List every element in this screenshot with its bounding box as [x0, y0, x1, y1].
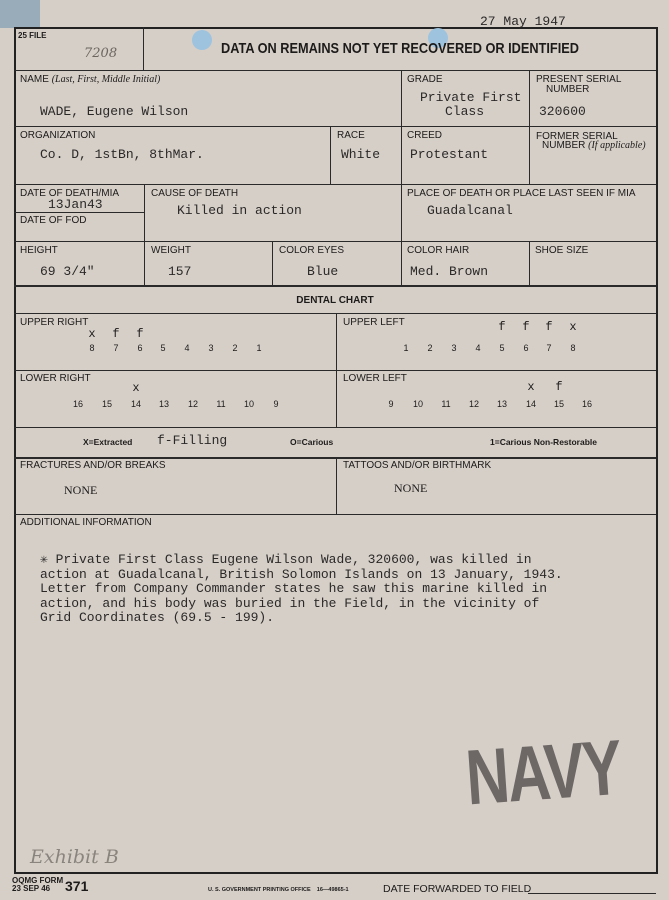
tooth-number: 4: [475, 343, 481, 353]
tooth-number: 13: [158, 399, 169, 409]
weight-label: WEIGHT: [151, 245, 191, 256]
document-date: 27 May 1947: [480, 14, 566, 29]
grade-label: GRADE: [407, 74, 443, 85]
fractures-value: NONE: [64, 483, 98, 497]
upper-right-label: UPPER RIGHT: [20, 317, 89, 328]
present-serial-label: PRESENT SERIAL: [536, 74, 622, 85]
grade-value: Private First: [420, 90, 522, 105]
tooth-number: 1: [256, 343, 262, 353]
tooth-mark: f: [545, 320, 553, 334]
cause-label: CAUSE OF DEATH: [151, 188, 239, 199]
tooth-number: 6: [137, 343, 143, 353]
tooth-number: 6: [523, 343, 529, 353]
date-forwarded-label: DATE FORWARDED TO FIELD: [383, 883, 532, 895]
tooth-number: 13: [496, 399, 507, 409]
tooth-number: 5: [499, 343, 505, 353]
form-id: [12, 877, 63, 893]
creed-label: CREED: [407, 130, 443, 141]
present-serial-label-line2: NUMBER: [546, 84, 590, 95]
legend-filling: f-Filling: [157, 433, 228, 448]
shoe-label: SHOE SIZE: [535, 245, 589, 256]
tooth-mark: f: [112, 327, 120, 341]
divider: [401, 70, 402, 241]
former-serial-hint: (If applicable): [588, 140, 646, 151]
lower-left-label: LOWER LEFT: [343, 373, 407, 384]
height-label: HEIGHT: [20, 245, 58, 256]
tooth-number: 2: [427, 343, 433, 353]
divider: [14, 427, 656, 428]
tooth-number: 2: [232, 343, 238, 353]
tooth-mark: f: [498, 320, 506, 334]
name-label-hint: (Last, First, Middle Initial): [51, 74, 161, 85]
weight-value: 157: [168, 264, 192, 279]
divider: [14, 126, 656, 127]
creed-value: Protestant: [410, 147, 489, 162]
name-label-text: NAME: [20, 74, 49, 85]
divider: [14, 285, 656, 287]
tooth-number: 3: [451, 343, 457, 353]
tooth-mark: x: [569, 320, 577, 334]
tooth-number: 5: [160, 343, 166, 353]
eyes-label: COLOR EYES: [279, 245, 345, 256]
tooth-number: 11: [441, 399, 451, 409]
divider: [401, 241, 402, 285]
date-forwarded-line: [528, 893, 656, 894]
tooth-mark: x: [527, 380, 535, 394]
divider: [14, 212, 144, 213]
organization-label: ORGANIZATION: [20, 130, 96, 141]
tooth-number: 10: [243, 399, 254, 409]
divider: [14, 241, 656, 242]
place-label: PLACE OF DEATH OR PLACE LAST SEEN IF MIA: [407, 188, 636, 199]
divider: [336, 457, 337, 514]
hair-label: COLOR HAIR: [407, 245, 470, 256]
tooth-mark: f: [522, 320, 530, 334]
eyes-value: Blue: [307, 264, 339, 279]
tooth-number: 14: [525, 399, 536, 409]
legend-carious: O=Carious: [290, 437, 334, 447]
tooth-number: 3: [208, 343, 214, 353]
divider: [144, 184, 145, 285]
divider: [529, 70, 530, 184]
race-value: White: [341, 147, 381, 162]
file-label: 25 FILE: [18, 31, 47, 40]
paper-corner-tab: [0, 0, 40, 28]
tooth-number: 9: [273, 399, 279, 409]
divider: [14, 514, 656, 515]
height-value: 69 3/4": [40, 264, 95, 279]
tooth-number: 12: [468, 399, 479, 409]
hair-value: Med. Brown: [410, 264, 489, 279]
date-of-death-label: DATE OF DEATH/MIA: [20, 188, 120, 199]
tooth-number: 4: [184, 343, 190, 353]
additional-info-text: ✳ Private First Class Eugene Wilson Wade, 320600, was killed in action at Guadalcanal, British Solomon Islands on 13 January, 1943. Letter from Company Commander states he saw this marine killed in action, and his body was buried in the Field, in the vicinity of Grid Coordinates (69.5 - 199).: [40, 552, 563, 625]
tooth-number: 10: [412, 399, 423, 409]
tooth-number: 1: [403, 343, 409, 353]
tattoos-label: TATTOOS AND/OR BIRTHMARK: [343, 460, 492, 471]
divider: [14, 313, 656, 314]
tooth-number: 14: [130, 399, 141, 409]
tooth-mark: x: [132, 381, 140, 395]
form-id-line1: OQMG FORM: [12, 876, 64, 885]
additional-info-label: ADDITIONAL INFORMATION: [20, 517, 152, 528]
form-title: DATA ON REMAINS NOT YET RECOVERED OR IDENTIFIED: [221, 40, 579, 57]
tooth-number: 7: [546, 343, 552, 353]
tooth-number: 7: [113, 343, 119, 353]
tooth-number: 8: [570, 343, 576, 353]
divider: [14, 370, 656, 371]
tooth-number: 11: [216, 399, 226, 409]
divider: [143, 27, 144, 70]
form-number: 371: [65, 878, 89, 894]
divider: [272, 241, 273, 285]
tooth-number: 9: [388, 399, 394, 409]
name-value: WADE, Eugene Wilson: [40, 104, 189, 119]
grade-value-line2: Class: [445, 104, 485, 119]
cause-value: Killed in action: [177, 203, 302, 218]
navy-stamp: NAVY: [463, 723, 624, 822]
tooth-number: 16: [581, 399, 592, 409]
divider: [14, 70, 656, 71]
tooth-number: 15: [553, 399, 564, 409]
name-label: [20, 74, 160, 85]
printer-info: U. S. GOVERNMENT PRINTING OFFICE 16—49865-1: [208, 887, 349, 893]
former-serial-label-line2: [542, 140, 646, 151]
fractures-label: FRACTURES AND/OR BREAKS: [20, 460, 166, 471]
tattoos-value: NONE: [394, 481, 428, 495]
tooth-number: 12: [187, 399, 198, 409]
race-label: RACE: [337, 130, 365, 141]
divider: [529, 241, 530, 285]
tooth-number: 8: [89, 343, 95, 353]
handwritten-exhibit: Exhibit B: [30, 846, 119, 868]
lower-right-label: LOWER RIGHT: [20, 373, 91, 384]
former-serial-label: FORMER SERIAL: [536, 131, 618, 142]
date-of-fod-label: DATE OF FOD: [20, 215, 87, 226]
tooth-mark: f: [136, 327, 144, 341]
place-value: Guadalcanal: [427, 203, 513, 218]
divider: [330, 126, 331, 184]
date-of-death-value: 13Jan43: [48, 197, 103, 212]
form-id-line2: 23 SEP 46: [12, 884, 51, 893]
divider: [14, 457, 656, 459]
dental-chart-title: DENTAL CHART: [296, 295, 374, 306]
tooth-mark: f: [555, 380, 563, 394]
divider: [14, 184, 656, 185]
legend-extracted: X=Extracted: [83, 437, 133, 447]
tooth-mark: x: [88, 327, 96, 341]
former-serial-number-text: NUMBER: [542, 140, 586, 151]
file-number: 7208: [84, 46, 118, 61]
present-serial-value: 320600: [539, 104, 586, 119]
legend-non-restorable: 1=Carious Non-Restorable: [490, 437, 597, 447]
tooth-number: 16: [72, 399, 83, 409]
tooth-number: 15: [101, 399, 112, 409]
organization-value: Co. D, 1stBn, 8thMar.: [40, 147, 204, 162]
upper-left-label: UPPER LEFT: [343, 317, 405, 328]
